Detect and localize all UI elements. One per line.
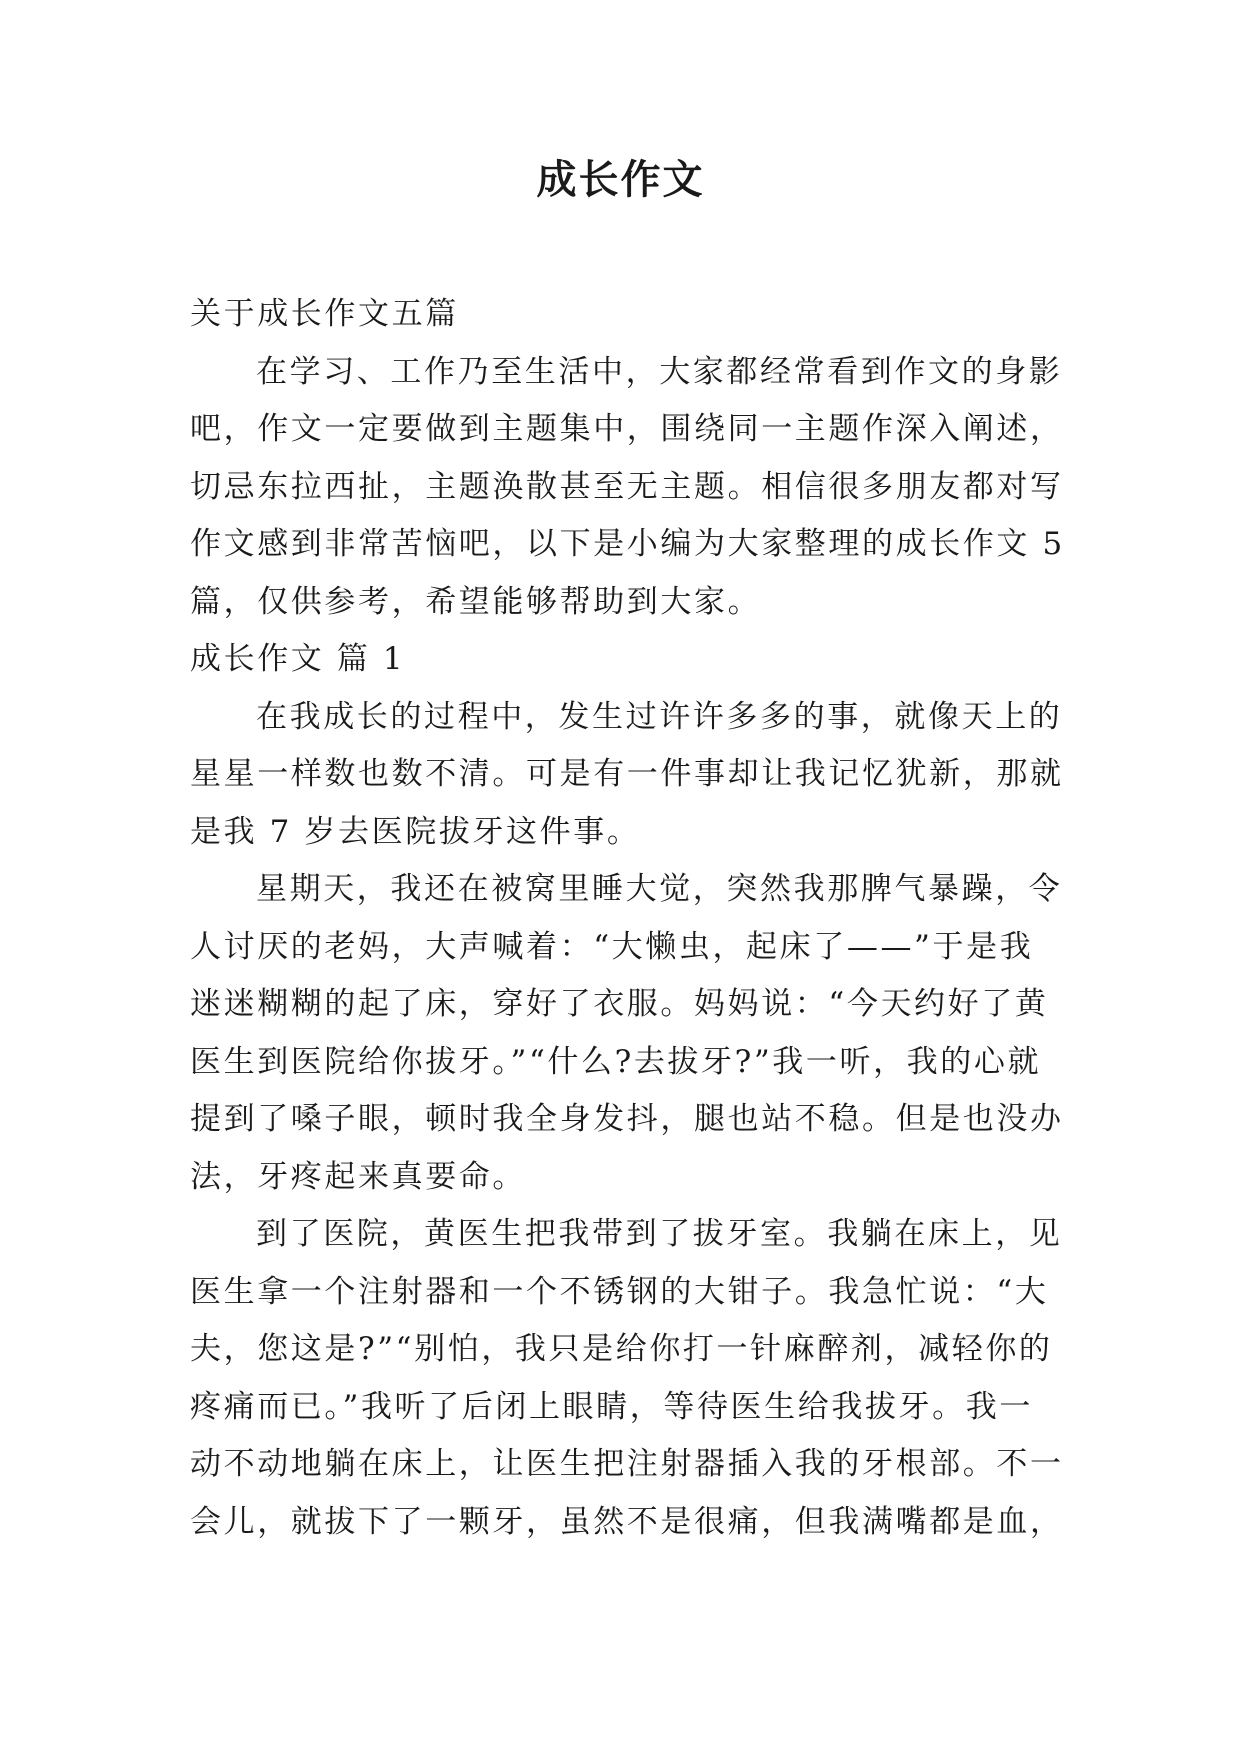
paragraph-start-line: 星期天，我还在被窝里睡大觉，突然我那脾气暴躁，令 [256,871,1063,907]
text-line: 提到了嗓子眼，顿时我全身发抖，腿也站不稳。但是也没办 [190,1101,1064,1137]
text-line: 疼痛而已。”我听了后闭上眼睛，等待医生给我拔牙。我一 [190,1388,1033,1425]
text-line: 夫，您这是?”“别怕，我只是给你打一针麻醉剂，减轻你的 [190,1331,1053,1367]
text-line: 切忌东拉西扯，主题涣散甚至无主题。相信很多朋友都对写 [190,468,1064,505]
paragraph-start-line: 在我成长的过程中，发生过许许多多的事，就像天上的 [256,698,1063,735]
text-line: 医生拿一个注射器和一个不锈钢的大钳子。我急忙说：“大 [190,1273,1049,1310]
text-line: 作文感到非常苦恼吧，以下是小编为大家整理的成长作文 5 [190,526,1065,562]
text-line: 星星一样数也数不清。可是有一件事却让我记忆犹新，那就 [190,756,1064,792]
text-line: 法，牙疼起来真要命。 [190,1158,526,1195]
paragraph-start-line: 到了医院，黄医生把我带到了拔牙室。我躺在床上，见 [256,1216,1063,1252]
text-line: 成长作文 篇 1 [190,641,406,677]
text-line: 人讨厌的老妈，大声喊着：“大懒虫，起床了——”于是我 [190,928,1034,965]
text-line: 会儿，就拔下了一颗牙，虽然不是很痛，但我满嘴都是血， [190,1503,1064,1540]
text-line: 是我 7 岁去医院拔牙这件事。 [190,813,641,850]
text-line: 动不动地躺在床上，让医生把注射器插入我的牙根部。不一 [190,1446,1064,1482]
document-title: 成长作文 [536,157,705,203]
text-line: 迷迷糊糊的起了床，穿好了衣服。妈妈说：“今天约好了黄 [190,986,1049,1022]
text-line: 关于成长作文五篇 [190,296,459,332]
text-line: 医生到医院给你拔牙。”“什么?去拔牙?”我一听，我的心就 [190,1043,1042,1080]
text-line: 篇，仅供参考，希望能够帮助到大家。 [190,583,762,620]
text-line: 吧，作文一定要做到主题集中，围绕同一主题作深入阐述， [190,411,1064,447]
paragraph-start-line: 在学习、工作乃至生活中，大家都经常看到作文的身影 [256,353,1063,390]
document-body [190,286,1065,1551]
